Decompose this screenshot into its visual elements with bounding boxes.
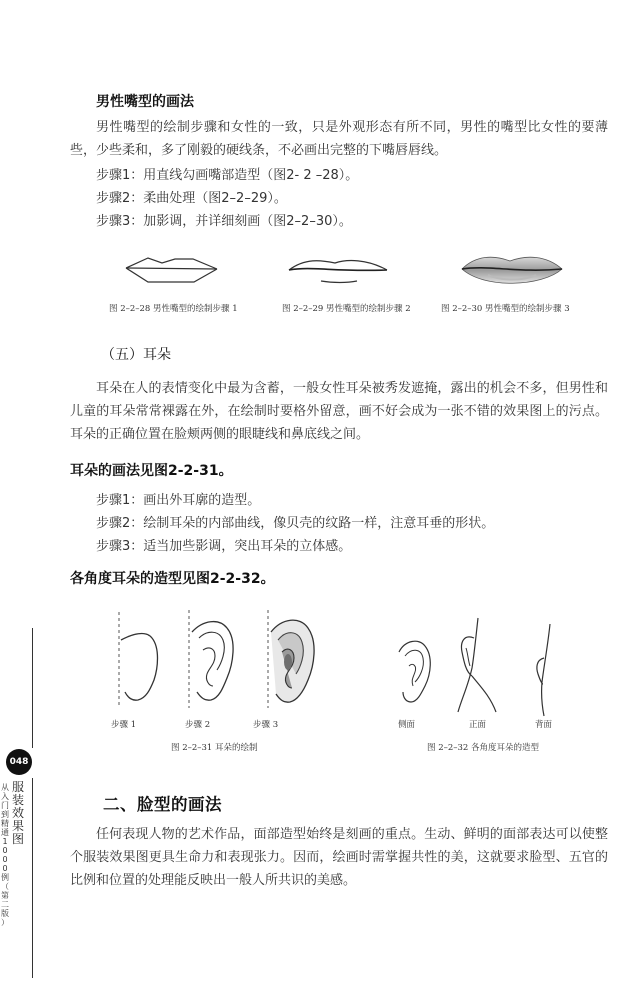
ear-step-2: 步骤2：绘制耳朵的内部曲线，像贝壳的纹路一样，注意耳垂的形状。 [96, 516, 495, 531]
ear-drawing-step-2 [181, 606, 251, 718]
male-mouth-heading: 男性嘴型的画法 [96, 94, 194, 110]
mouth-drawing-step-1 [120, 250, 225, 290]
caption-fig-2-2-31: 图 2–2–31 耳朵的绘制 [171, 743, 258, 753]
page-number-badge: 048 [6, 749, 32, 775]
face-section-heading: 二、脸型的画法 [103, 795, 222, 814]
mouth-step-3: 步骤3：加影调，并详细刻画（图2–2–30）。 [96, 214, 352, 229]
male-mouth-paragraph: 男性嘴型的绘制步骤和女性的一致，只是外观形态有所不同，男性的嘴型比女性的要薄些，少些柔和，多了刚毅的硬线条，不必画出完整的下嘴唇唇线。 [70, 120, 608, 158]
caption-fig-2-2-28: 图 2–2–28 男性嘴型的绘制步骤 1 [109, 304, 238, 314]
book-subtitle-vertical: 从 入 门 到 精 通 1 0 0 0 例 （ 第 二 版 ） [1, 783, 9, 927]
book-title-vertical: 服 装 效 果 图 [11, 780, 24, 846]
sidebar-rule-top [32, 628, 33, 748]
mouth-drawing-step-2 [283, 252, 393, 292]
caption-fig-2-2-30: 图 2–2–30 男性嘴型的绘制步骤 3 [441, 304, 570, 314]
caption-fig-2-2-32: 图 2–2–32 各角度耳朵的造型 [427, 743, 540, 753]
ear-angles-heading: 各角度耳朵的造型见图2-2-32。 [70, 571, 275, 587]
ear-angle-label-front: 正面 [469, 720, 487, 730]
ear-view-side [393, 630, 441, 710]
mouth-drawing-step-3 [458, 247, 568, 291]
ear-view-back [530, 622, 570, 718]
ear-step-label-1: 步骤 1 [111, 720, 137, 730]
ear-step-3: 步骤3：适当加些影调，突出耳朵的立体感。 [96, 539, 352, 554]
ear-angle-label-side: 侧面 [398, 720, 416, 730]
face-paragraph: 任何表现人物的艺术作品，面部造型始终是刻画的重点。生动、鲜明的面部表达可以使整个服装效果图更具生命力和表现张力。因而，绘画时需掌握共性的美，这就要求脸型、五官的比例和位置的处理能反映出一般人所共识的美感。 [70, 827, 608, 888]
ear-angle-label-back: 背面 [535, 720, 553, 730]
ear-step-label-2: 步骤 2 [185, 720, 211, 730]
ear-step-label-3: 步骤 3 [253, 720, 279, 730]
ear-section-heading: （五）耳朵 [101, 347, 171, 363]
ear-view-front [456, 616, 506, 716]
ear-step-1: 步骤1：画出外耳廓的造型。 [96, 493, 261, 508]
mouth-step-1: 步骤1：用直线勾画嘴部造型（图2- 2 –28）。 [96, 168, 359, 183]
sidebar-rule-bottom [32, 778, 33, 978]
ear-drawing-step-3 [254, 606, 324, 718]
ear-drawing-step-1 [112, 608, 172, 718]
mouth-step-2: 步骤2：柔曲处理（图2–2–29）。 [96, 191, 287, 206]
ear-paragraph: 耳朵在人的表情变化中最为含蓄，一般女性耳朵被秀发遮掩，露出的机会不多，但男性和儿童的耳朵常常裸露在外，在绘制时要格外留意，画不好会成为一张不错的效果图上的污点。耳朵的正确位置在脸颊两侧的眼睫线和鼻底线之间。 [70, 381, 608, 442]
ear-method-heading: 耳朵的画法见图2-2-31。 [70, 463, 233, 479]
caption-fig-2-2-29: 图 2–2–29 男性嘴型的绘制步骤 2 [282, 304, 411, 314]
